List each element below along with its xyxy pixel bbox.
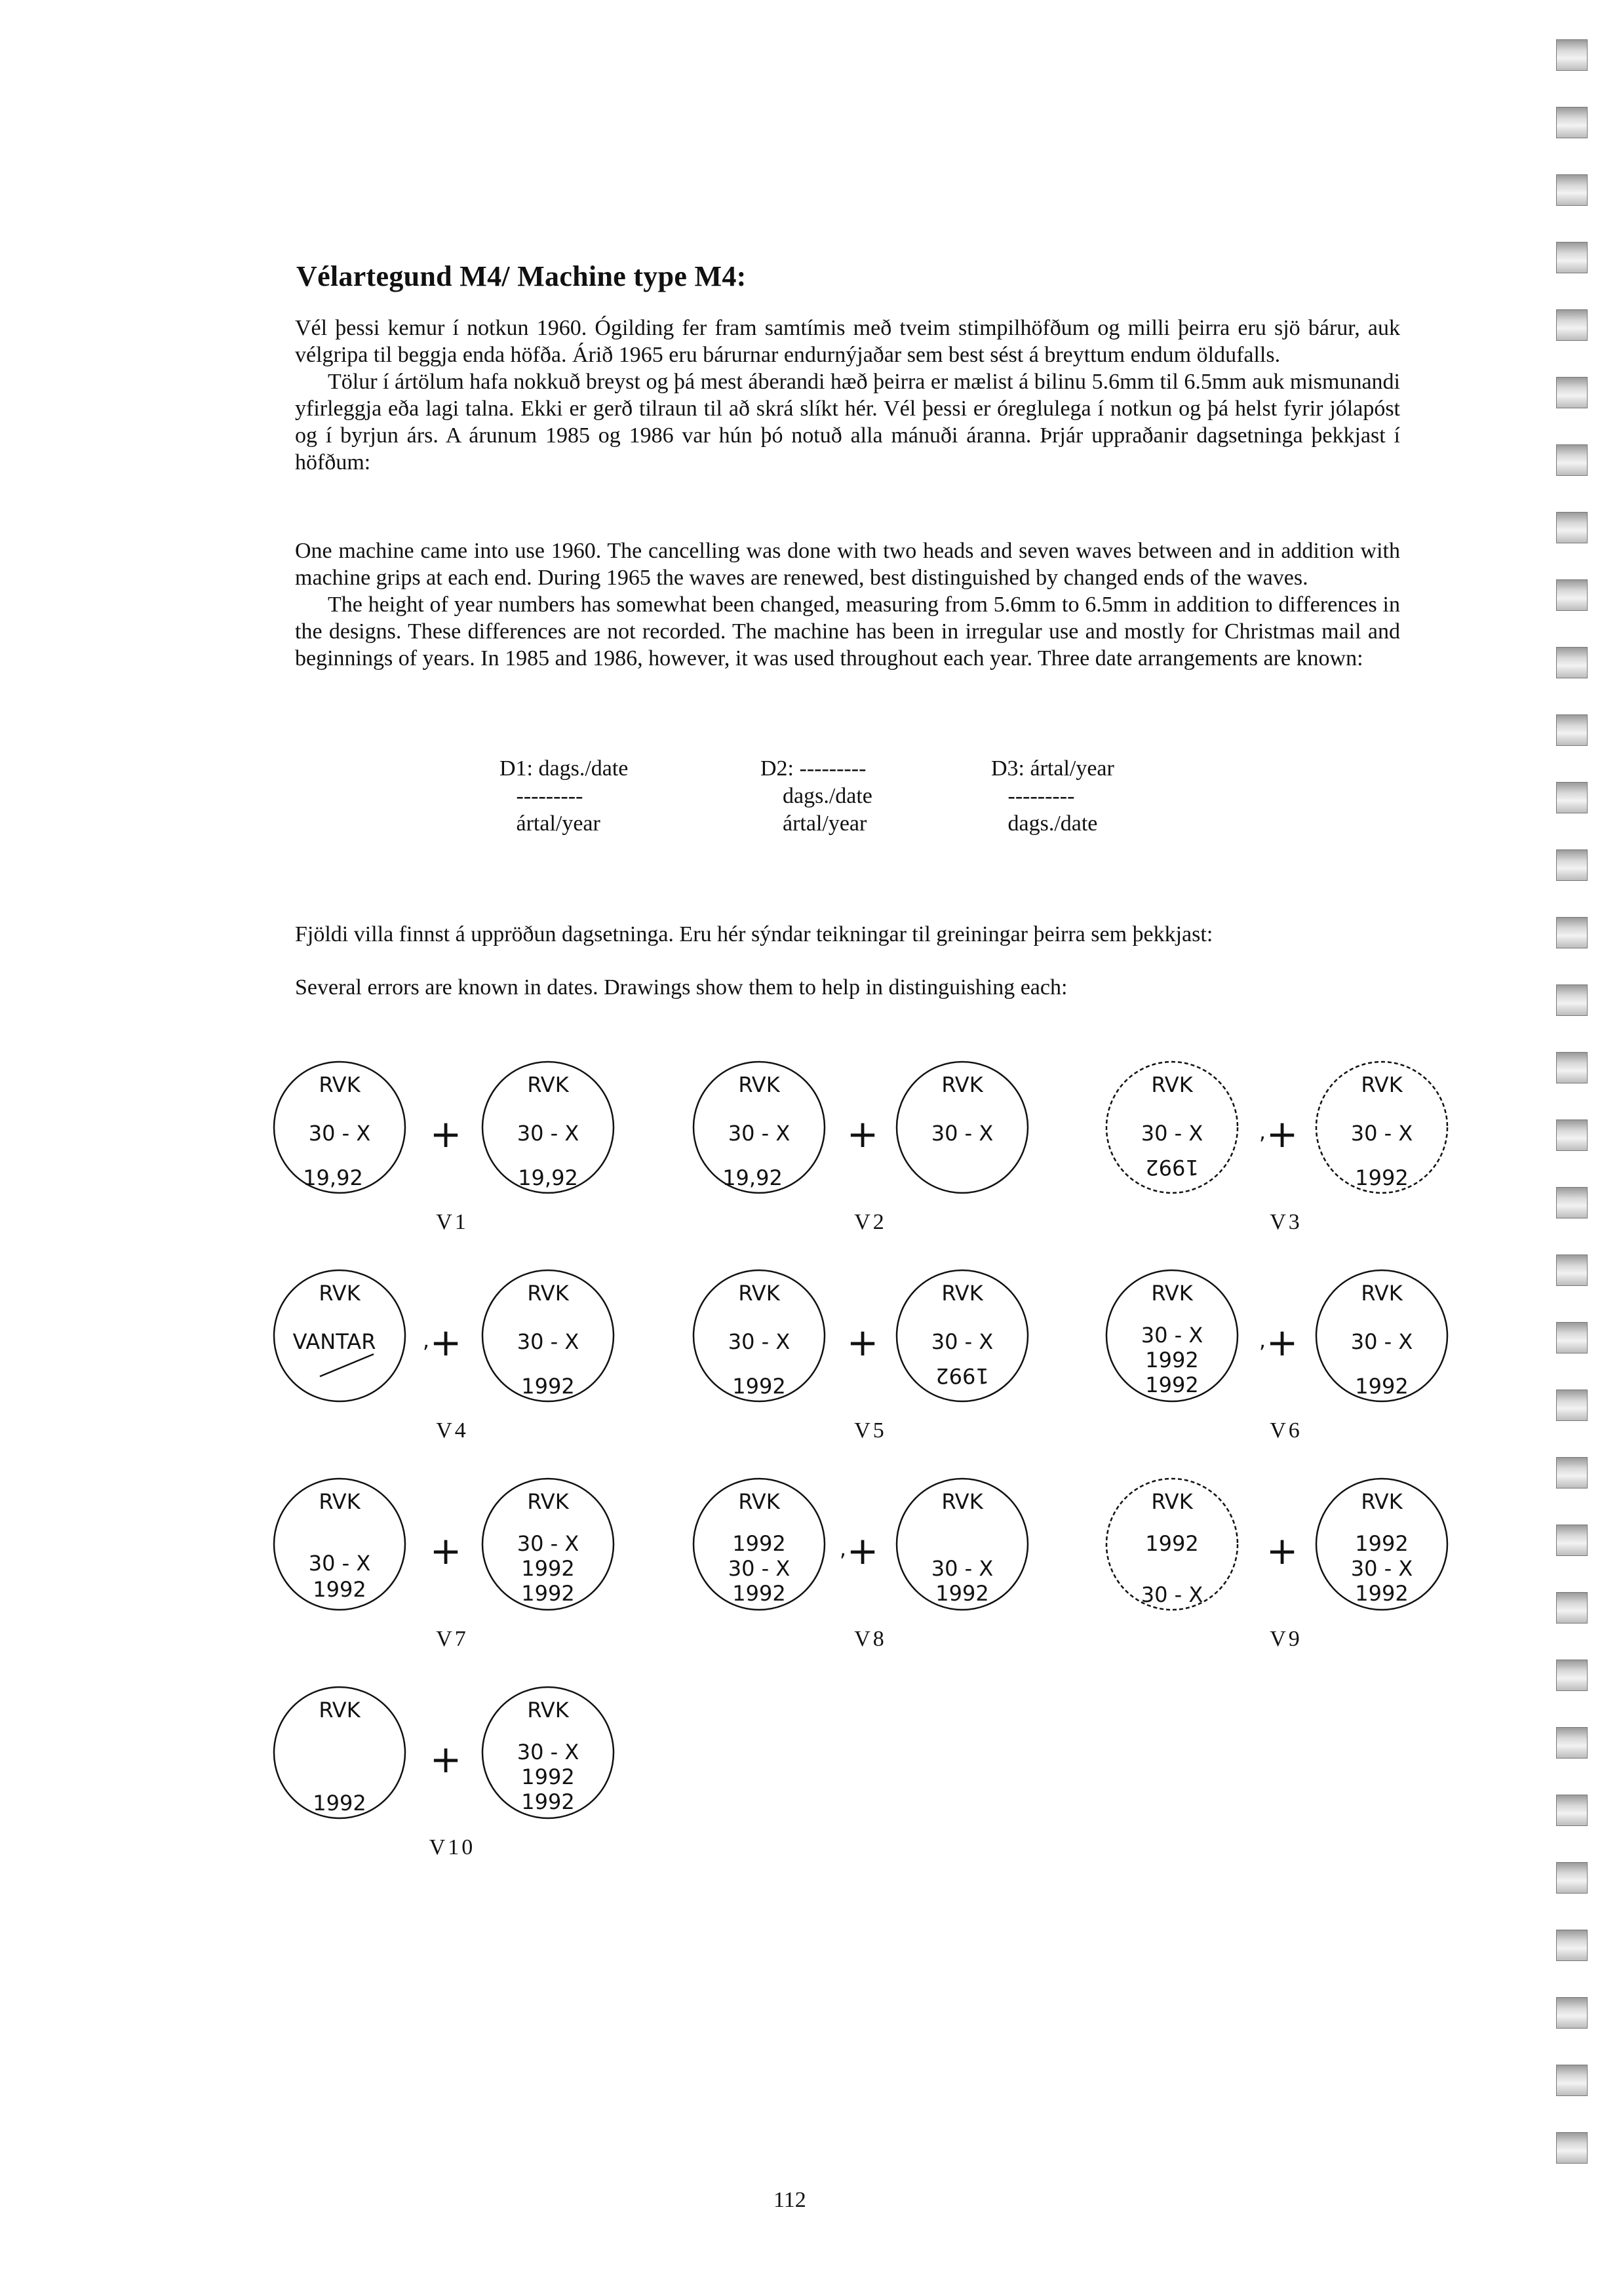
comma-mark: , bbox=[839, 1536, 847, 1561]
postmark-circle bbox=[1316, 1062, 1447, 1193]
postmark-text: 30 - X bbox=[728, 1121, 791, 1146]
icelandic-text bbox=[295, 315, 1400, 476]
plus-sign: + bbox=[846, 1528, 879, 1573]
postmark-town: RVK bbox=[738, 1072, 780, 1097]
postmark-text: 1992 bbox=[935, 1363, 989, 1388]
postmark-text: 1992 bbox=[521, 1764, 575, 1789]
postmark-text: 1992 bbox=[1145, 1155, 1199, 1180]
postmark-town: RVK bbox=[1361, 1072, 1403, 1097]
postmark-circle bbox=[274, 1062, 405, 1193]
postmark-circle bbox=[274, 1479, 405, 1610]
postmark-text: 1992 bbox=[1355, 1581, 1409, 1606]
postmark-circle bbox=[1106, 1270, 1238, 1401]
comma-mark: , bbox=[1259, 1328, 1266, 1353]
postmark-circle bbox=[1316, 1270, 1447, 1401]
postmark-text: 1992 bbox=[313, 1791, 366, 1816]
postmark-text: 30 - X bbox=[308, 1121, 371, 1146]
postmark-text: 1992 bbox=[1145, 1348, 1199, 1372]
postmark-town: RVK bbox=[527, 1489, 569, 1514]
postmark-town: RVK bbox=[527, 1281, 569, 1306]
postmark-text: 30 - X bbox=[517, 1531, 579, 1556]
postmark-text: 30 - X bbox=[308, 1551, 371, 1576]
english-paragraph-1: One machine came into use 1960. The cancelling was done with two heads and seven waves between and in addition with machine grips at each end. During 1965 the waves are renewed, best distinguished by changed ends of the waves. bbox=[295, 539, 1400, 590]
binding-hole bbox=[1556, 714, 1588, 746]
postmark-text: 30 - X bbox=[1350, 1329, 1413, 1354]
postmark-text: 30 - X bbox=[931, 1329, 994, 1354]
postmark-town: RVK bbox=[527, 1698, 569, 1722]
binding-hole bbox=[1556, 512, 1588, 543]
date-arrangement-d2: D2: --------- dags./date ártal/year bbox=[760, 756, 872, 836]
plus-sign: + bbox=[1266, 1528, 1299, 1573]
errors-note-english: Several errors are known in dates. Drawings show them to help in distinguishing each: bbox=[295, 975, 1068, 1000]
binding-hole bbox=[1556, 984, 1588, 1016]
variant-label: V7 bbox=[436, 1627, 469, 1651]
postmark-town: RVK bbox=[738, 1489, 780, 1514]
postmark-circle bbox=[482, 1270, 614, 1401]
postmark-text: 30 - X bbox=[931, 1556, 994, 1581]
plus-sign: + bbox=[429, 1320, 462, 1365]
variant-label: V1 bbox=[436, 1210, 469, 1234]
comma-mark: , bbox=[422, 1328, 430, 1353]
postmark-text: 1992 bbox=[521, 1581, 575, 1606]
postmark-text: 1992 bbox=[521, 1374, 575, 1399]
variant-label: V5 bbox=[854, 1418, 887, 1443]
postmark-town: RVK bbox=[941, 1489, 983, 1514]
binding-hole bbox=[1556, 242, 1588, 273]
postmark-town: RVK bbox=[1151, 1072, 1193, 1097]
postmark-text: 30 - X bbox=[728, 1556, 791, 1581]
postmark-circle bbox=[274, 1687, 405, 1818]
binding-hole bbox=[1556, 174, 1588, 206]
postmark-circle bbox=[1106, 1062, 1238, 1193]
postmark-town: RVK bbox=[1361, 1281, 1403, 1306]
postmark-text: 19,92 bbox=[303, 1165, 363, 1190]
postmark-text: 30 - X bbox=[728, 1329, 791, 1354]
postmark-text: 1992 bbox=[1145, 1372, 1199, 1397]
postmark-text: 1992 bbox=[935, 1581, 989, 1606]
binding-hole bbox=[1556, 849, 1588, 881]
postmark-circle bbox=[897, 1062, 1028, 1193]
binding-hole bbox=[1556, 782, 1588, 813]
plus-sign: + bbox=[846, 1320, 879, 1365]
plus-sign: + bbox=[1266, 1112, 1299, 1156]
variant-label: V10 bbox=[429, 1835, 476, 1859]
english-paragraph-2: The height of year numbers has somewhat been changed, measuring from 5.6mm to 6.5mm in addition to differences in the designs. These differences are not recorded. The machine has been in irregular use and mostly for Christmas mail and beginnings of years. In 1985 and 1986, however, it was used throughout each year. Three date arrangements are known: bbox=[295, 593, 1400, 671]
plus-sign: + bbox=[1266, 1320, 1299, 1365]
postmark-circle bbox=[897, 1479, 1028, 1610]
postmark-text: 1992 bbox=[732, 1581, 786, 1606]
comma-mark: , bbox=[1259, 1119, 1266, 1144]
postmark-town: RVK bbox=[319, 1489, 361, 1514]
binding-hole bbox=[1556, 444, 1588, 476]
postmark-town: RVK bbox=[1151, 1281, 1193, 1306]
postmark-town: RVK bbox=[527, 1072, 569, 1097]
postmark-text: 1992 bbox=[1355, 1531, 1409, 1556]
postmark-circle bbox=[1106, 1479, 1238, 1610]
variant-label: V6 bbox=[1270, 1418, 1302, 1443]
binding-hole bbox=[1556, 647, 1588, 678]
postmark-circle bbox=[482, 1479, 614, 1610]
postmark-text: 30 - X bbox=[931, 1121, 994, 1146]
postmark-text: 19,92 bbox=[722, 1165, 783, 1190]
icelandic-paragraph-1: Vél þessi kemur í notkun 1960. Ógilding fer fram samtímis með tveim stimpilhöfðum og milli þeirra eru sjö bárur, auk vélgripa til beggja enda höfða. Árið 1965 eru bárurnar endurnýjaðar sem best sést á breyttum endum öldufalls. bbox=[295, 316, 1400, 367]
postmark-text: 30 - X bbox=[1350, 1556, 1413, 1581]
binding-hole bbox=[1556, 917, 1588, 948]
section-heading: Vélartegund M4/ Machine type M4: bbox=[296, 260, 747, 292]
postmark-text: 30 - X bbox=[517, 1740, 579, 1764]
postmark-text: 1992 bbox=[521, 1556, 575, 1581]
postmark-circle bbox=[1316, 1479, 1447, 1610]
postmark-text: 30 - X bbox=[1350, 1121, 1413, 1146]
postmark-text: 1992 bbox=[1355, 1165, 1409, 1190]
plus-sign: + bbox=[429, 1737, 462, 1781]
binding-hole bbox=[1556, 309, 1588, 341]
postmark-circle bbox=[694, 1270, 825, 1401]
postmark-circle bbox=[694, 1062, 825, 1193]
variant-label: V4 bbox=[436, 1418, 469, 1443]
postmark-text: 30 - X bbox=[1141, 1582, 1203, 1607]
plus-sign: + bbox=[846, 1112, 879, 1156]
plus-sign: + bbox=[429, 1112, 462, 1156]
postmark-town: RVK bbox=[738, 1281, 780, 1306]
postmark-town: RVK bbox=[941, 1281, 983, 1306]
page-number: 112 bbox=[773, 2188, 806, 2212]
date-arrangement-d3: D3: ártal/year --------- dags./date bbox=[991, 756, 1114, 836]
binding-hole bbox=[1556, 39, 1588, 71]
postmark-text: 30 - X bbox=[1141, 1323, 1203, 1348]
postmark-town: RVK bbox=[319, 1698, 361, 1722]
binding-hole bbox=[1556, 579, 1588, 611]
date-arrangement-d1: D1: dags./date --------- ártal/year bbox=[499, 756, 629, 836]
postmark-text: 1992 bbox=[1145, 1531, 1199, 1556]
binding-hole bbox=[1556, 2132, 1588, 2164]
postmark-circle bbox=[482, 1062, 614, 1193]
variant-label: V8 bbox=[854, 1627, 887, 1651]
postmark-town: RVK bbox=[319, 1072, 361, 1097]
postmark-town: RVK bbox=[1361, 1489, 1403, 1514]
postmark-town: RVK bbox=[1151, 1489, 1193, 1514]
english-text bbox=[295, 537, 1400, 672]
postmark-circle bbox=[482, 1687, 614, 1818]
postmark-circle bbox=[897, 1270, 1028, 1401]
postmark-circle bbox=[274, 1270, 405, 1401]
variant-label: V9 bbox=[1270, 1627, 1302, 1651]
postmark-circle bbox=[694, 1479, 825, 1610]
postmark-town: RVK bbox=[941, 1072, 983, 1097]
cancellation-drawings bbox=[0, 1022, 1602, 1894]
binding-hole bbox=[1556, 107, 1588, 138]
binding-hole bbox=[1556, 377, 1588, 408]
postmark-text: 30 - X bbox=[517, 1329, 579, 1354]
errors-note-icelandic: Fjöldi villa finnst á uppröðun dagsetninga. Eru hér sýndar teikningar til greiningar þeirra sem þekkjast: bbox=[295, 922, 1213, 946]
postmark-text: 1992 bbox=[1355, 1374, 1409, 1399]
postmark-text: 1992 bbox=[521, 1789, 575, 1814]
binding-hole bbox=[1556, 2065, 1588, 2096]
postmark-town: RVK bbox=[319, 1281, 361, 1306]
variant-label: V2 bbox=[854, 1210, 887, 1234]
plus-sign: + bbox=[429, 1528, 462, 1573]
binding-hole bbox=[1556, 1997, 1588, 2029]
postmark-text: 19,92 bbox=[518, 1165, 578, 1190]
postmark-text: 30 - X bbox=[517, 1121, 579, 1146]
icelandic-paragraph-2: Tölur í ártölum hafa nokkuð breyst og þá mest áberandi hæð þeirra er mælist á bilinu 5.6mm til 6.5mm auk mismunandi yfirleggja eða lagi talna. Ekki er gerð tilraun til að skrá slíkt hér. Vél þessi er óreglulega í notkun og þá helst fyrir jólapóst og í byrjun árs. A árunum 1985 og 1986 var hún þó notuð alla mánuði áranna. Þrjár uppraðanir dagsetninga þekkjast í höfðum: bbox=[295, 370, 1400, 475]
postmark-text: 1992 bbox=[732, 1531, 786, 1556]
binding-hole bbox=[1556, 1930, 1588, 1961]
postmark-text: 30 - X bbox=[1141, 1121, 1203, 1146]
postmark-text: 1992 bbox=[313, 1577, 366, 1602]
postmark-text: VANTAR bbox=[292, 1329, 376, 1354]
variant-label: V3 bbox=[1270, 1210, 1302, 1234]
postmark-text: 1992 bbox=[732, 1374, 786, 1399]
